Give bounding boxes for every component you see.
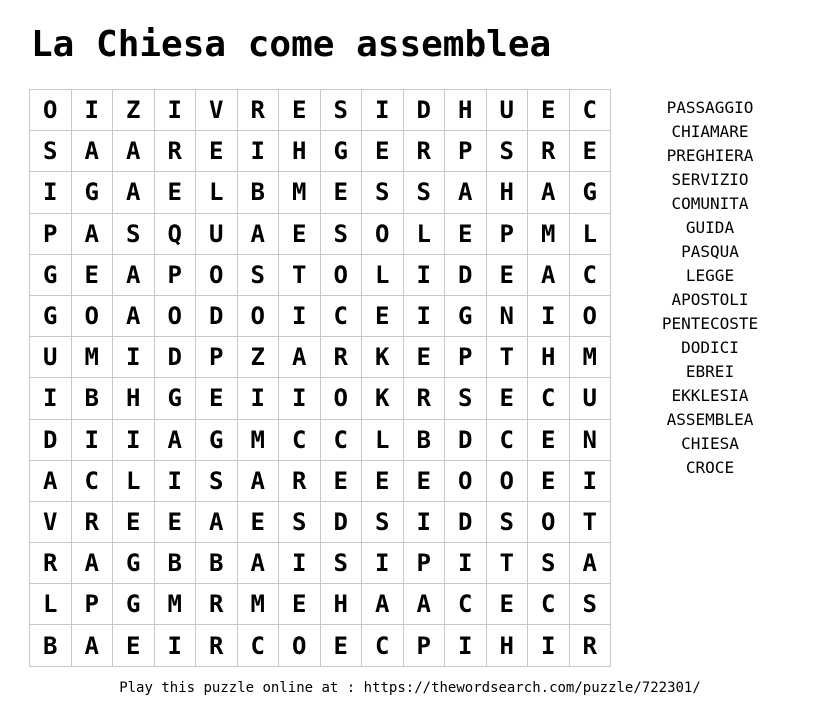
- grid-cell[interactable]: S: [279, 502, 321, 543]
- grid-cell[interactable]: L: [30, 584, 72, 625]
- grid-cell[interactable]: O: [321, 378, 363, 419]
- word-list-item: APOSTOLI: [671, 290, 749, 309]
- grid-cell[interactable]: O: [445, 461, 487, 502]
- grid-cell[interactable]: U: [487, 90, 529, 131]
- grid-cell[interactable]: E: [487, 255, 529, 296]
- grid-cell[interactable]: I: [113, 420, 155, 461]
- grid-cell[interactable]: H: [445, 90, 487, 131]
- grid-cell[interactable]: S: [570, 584, 612, 625]
- grid-cell[interactable]: O: [279, 625, 321, 666]
- grid-cell[interactable]: A: [155, 420, 197, 461]
- grid-cell[interactable]: I: [155, 625, 197, 666]
- grid-cell[interactable]: E: [445, 214, 487, 255]
- grid-cell[interactable]: D: [155, 337, 197, 378]
- grid-cell[interactable]: A: [404, 584, 446, 625]
- grid-cell[interactable]: A: [445, 172, 487, 213]
- grid-cell[interactable]: S: [404, 172, 446, 213]
- grid-cell[interactable]: E: [279, 90, 321, 131]
- grid-cell[interactable]: I: [155, 461, 197, 502]
- grid-cell[interactable]: E: [72, 255, 114, 296]
- grid-cell[interactable]: D: [404, 90, 446, 131]
- puzzle-title: La Chiesa come assemblea: [31, 24, 552, 65]
- grid-cell[interactable]: V: [196, 90, 238, 131]
- grid-cell[interactable]: G: [155, 378, 197, 419]
- grid-cell[interactable]: I: [528, 625, 570, 666]
- grid-cell[interactable]: A: [72, 543, 114, 584]
- grid-cell[interactable]: R: [404, 131, 446, 172]
- word-list-item: EKKLESIA: [671, 386, 749, 405]
- grid-cell[interactable]: P: [487, 214, 529, 255]
- grid-cell[interactable]: S: [113, 214, 155, 255]
- grid-cell[interactable]: S: [196, 461, 238, 502]
- grid-cell[interactable]: B: [30, 625, 72, 666]
- footer: [0, 678, 820, 698]
- grid-cell[interactable]: K: [362, 378, 404, 419]
- word-list-item: PENTECOSTE: [661, 314, 759, 333]
- grid-cell[interactable]: S: [321, 214, 363, 255]
- grid-cell[interactable]: A: [528, 255, 570, 296]
- grid-cell[interactable]: O: [155, 296, 197, 337]
- grid-cell[interactable]: O: [30, 90, 72, 131]
- grid-cell[interactable]: O: [487, 461, 529, 502]
- grid-cell[interactable]: S: [487, 131, 529, 172]
- grid-cell[interactable]: Z: [238, 337, 280, 378]
- grid-cell[interactable]: A: [238, 461, 280, 502]
- word-list: [640, 96, 780, 480]
- grid-cell[interactable]: E: [362, 296, 404, 337]
- grid-cell[interactable]: M: [528, 214, 570, 255]
- grid-cell[interactable]: B: [155, 543, 197, 584]
- grid-cell[interactable]: U: [30, 337, 72, 378]
- grid-cell[interactable]: E: [238, 502, 280, 543]
- word-list-item: ASSEMBLEA: [666, 410, 754, 429]
- grid-cell[interactable]: L: [570, 214, 612, 255]
- grid-cell[interactable]: H: [487, 172, 529, 213]
- word-list-item: PREGHIERA: [666, 146, 754, 165]
- grid-cell[interactable]: I: [570, 461, 612, 502]
- grid-cell[interactable]: T: [279, 255, 321, 296]
- word-list-item: SERVIZIO: [671, 170, 749, 189]
- grid-cell[interactable]: I: [30, 172, 72, 213]
- grid-cell[interactable]: C: [321, 420, 363, 461]
- grid-cell[interactable]: E: [362, 461, 404, 502]
- grid-cell[interactable]: R: [279, 461, 321, 502]
- grid-cell[interactable]: U: [570, 378, 612, 419]
- grid-cell[interactable]: G: [321, 131, 363, 172]
- grid-cell[interactable]: K: [362, 337, 404, 378]
- grid-cell[interactable]: G: [113, 543, 155, 584]
- grid-cell[interactable]: D: [30, 420, 72, 461]
- word-list-item: DODICI: [681, 338, 739, 357]
- grid-cell[interactable]: A: [72, 625, 114, 666]
- grid-cell[interactable]: P: [155, 255, 197, 296]
- grid-cell[interactable]: M: [155, 584, 197, 625]
- grid-cell[interactable]: C: [528, 378, 570, 419]
- grid-cell[interactable]: P: [196, 337, 238, 378]
- grid-cell[interactable]: C: [321, 296, 363, 337]
- grid-cell[interactable]: N: [487, 296, 529, 337]
- grid-cell[interactable]: I: [362, 543, 404, 584]
- grid-cell[interactable]: I: [113, 337, 155, 378]
- footer-prefix: Play this puzzle online at :: [119, 680, 364, 696]
- grid-cell[interactable]: E: [404, 337, 446, 378]
- grid-cell[interactable]: O: [196, 255, 238, 296]
- grid-cell[interactable]: G: [113, 584, 155, 625]
- grid-cell[interactable]: L: [196, 172, 238, 213]
- grid-cell[interactable]: I: [362, 90, 404, 131]
- grid-cell[interactable]: I: [445, 625, 487, 666]
- grid-cell[interactable]: G: [30, 255, 72, 296]
- grid-cell[interactable]: R: [321, 337, 363, 378]
- grid-cell[interactable]: E: [528, 461, 570, 502]
- grid-cell[interactable]: I: [72, 420, 114, 461]
- grid-cell[interactable]: O: [238, 296, 280, 337]
- grid-cell[interactable]: T: [487, 337, 529, 378]
- grid-cell[interactable]: Q: [155, 214, 197, 255]
- grid-cell[interactable]: R: [238, 90, 280, 131]
- grid-cell[interactable]: S: [362, 502, 404, 543]
- grid-cell[interactable]: S: [321, 90, 363, 131]
- grid-cell[interactable]: I: [279, 296, 321, 337]
- word-list-item: PASSAGGIO: [666, 98, 754, 117]
- puzzle-link[interactable]: https://thewordsearch.com/puzzle/722301/: [363, 680, 701, 696]
- grid-cell[interactable]: E: [528, 420, 570, 461]
- grid-cell[interactable]: L: [113, 461, 155, 502]
- grid-cell[interactable]: E: [362, 131, 404, 172]
- grid-cell[interactable]: P: [404, 543, 446, 584]
- grid-cell[interactable]: C: [279, 420, 321, 461]
- grid-cell[interactable]: E: [321, 172, 363, 213]
- grid-cell[interactable]: E: [113, 625, 155, 666]
- grid-cell[interactable]: B: [72, 378, 114, 419]
- grid-cell[interactable]: B: [404, 420, 446, 461]
- grid-cell[interactable]: E: [155, 172, 197, 213]
- grid-cell[interactable]: D: [445, 255, 487, 296]
- grid-cell[interactable]: M: [238, 584, 280, 625]
- grid-cell[interactable]: H: [279, 131, 321, 172]
- grid-cell[interactable]: E: [196, 131, 238, 172]
- grid-cell[interactable]: S: [30, 131, 72, 172]
- grid-cell[interactable]: P: [72, 584, 114, 625]
- grid-cell[interactable]: M: [279, 172, 321, 213]
- grid-cell[interactable]: A: [362, 584, 404, 625]
- grid-cell[interactable]: E: [528, 90, 570, 131]
- grid-cell[interactable]: R: [528, 131, 570, 172]
- grid-cell[interactable]: E: [487, 584, 529, 625]
- grid-cell[interactable]: I: [155, 90, 197, 131]
- grid-cell[interactable]: I: [238, 378, 280, 419]
- word-list-item: CHIESA: [681, 434, 739, 453]
- grid-cell[interactable]: A: [30, 461, 72, 502]
- grid-cell[interactable]: S: [321, 543, 363, 584]
- grid-cell[interactable]: E: [279, 584, 321, 625]
- grid-cell[interactable]: A: [113, 255, 155, 296]
- grid-cell[interactable]: C: [238, 625, 280, 666]
- grid-cell[interactable]: I: [279, 378, 321, 419]
- grid-cell[interactable]: R: [196, 584, 238, 625]
- grid-cell[interactable]: L: [362, 420, 404, 461]
- grid-cell[interactable]: G: [30, 296, 72, 337]
- grid-cell[interactable]: P: [445, 131, 487, 172]
- grid-cell[interactable]: E: [570, 131, 612, 172]
- grid-cell[interactable]: O: [570, 296, 612, 337]
- grid-cell[interactable]: A: [113, 296, 155, 337]
- grid-cell[interactable]: S: [238, 255, 280, 296]
- grid-cell[interactable]: A: [196, 502, 238, 543]
- grid-cell[interactable]: V: [30, 502, 72, 543]
- grid-cell[interactable]: D: [445, 420, 487, 461]
- grid-cell[interactable]: A: [72, 214, 114, 255]
- grid-cell[interactable]: R: [72, 502, 114, 543]
- grid-cell[interactable]: N: [570, 420, 612, 461]
- grid-cell[interactable]: E: [404, 461, 446, 502]
- grid-cell[interactable]: I: [528, 296, 570, 337]
- grid-cell[interactable]: M: [238, 420, 280, 461]
- grid-cell[interactable]: G: [72, 172, 114, 213]
- grid-cell[interactable]: M: [570, 337, 612, 378]
- grid-cell[interactable]: H: [487, 625, 529, 666]
- grid-cell[interactable]: E: [113, 502, 155, 543]
- grid-cell[interactable]: H: [321, 584, 363, 625]
- grid-cell[interactable]: S: [445, 378, 487, 419]
- word-list-item: CROCE: [685, 458, 735, 477]
- grid-cell[interactable]: A: [279, 337, 321, 378]
- word-list-item: EBREI: [685, 362, 735, 381]
- grid-cell[interactable]: P: [30, 214, 72, 255]
- grid-cell[interactable]: C: [72, 461, 114, 502]
- grid-cell[interactable]: I: [279, 543, 321, 584]
- grid-cell[interactable]: T: [570, 502, 612, 543]
- grid-cell[interactable]: R: [404, 378, 446, 419]
- grid-cell[interactable]: A: [72, 131, 114, 172]
- grid-cell[interactable]: S: [487, 502, 529, 543]
- word-list-item: PASQUA: [681, 242, 739, 261]
- grid-cell[interactable]: O: [321, 255, 363, 296]
- grid-cell[interactable]: A: [113, 131, 155, 172]
- grid-cell[interactable]: G: [445, 296, 487, 337]
- grid-cell[interactable]: R: [30, 543, 72, 584]
- grid-cell[interactable]: E: [279, 214, 321, 255]
- grid-cell[interactable]: D: [445, 502, 487, 543]
- grid-cell[interactable]: H: [113, 378, 155, 419]
- grid-cell[interactable]: P: [445, 337, 487, 378]
- grid-cell[interactable]: C: [570, 255, 612, 296]
- grid-cell[interactable]: O: [528, 502, 570, 543]
- grid-cell[interactable]: G: [196, 420, 238, 461]
- grid-cell[interactable]: U: [196, 214, 238, 255]
- grid-cell[interactable]: E: [321, 625, 363, 666]
- grid-cell[interactable]: E: [196, 378, 238, 419]
- grid-cell[interactable]: A: [113, 172, 155, 213]
- word-list-item: CHIAMARE: [671, 122, 749, 141]
- grid-cell[interactable]: I: [404, 255, 446, 296]
- grid-cell[interactable]: C: [362, 625, 404, 666]
- grid-cell[interactable]: A: [238, 543, 280, 584]
- grid-cell[interactable]: C: [528, 584, 570, 625]
- grid-cell[interactable]: C: [445, 584, 487, 625]
- grid-cell[interactable]: A: [570, 543, 612, 584]
- grid-cell[interactable]: D: [196, 296, 238, 337]
- grid-cell[interactable]: I: [30, 378, 72, 419]
- grid-cell[interactable]: L: [362, 255, 404, 296]
- grid-cell[interactable]: R: [155, 131, 197, 172]
- grid-cell[interactable]: S: [528, 543, 570, 584]
- grid-cell[interactable]: I: [404, 296, 446, 337]
- grid-cell[interactable]: Z: [113, 90, 155, 131]
- grid-cell[interactable]: C: [487, 420, 529, 461]
- word-list-item: LEGGE: [685, 266, 735, 285]
- grid-cell[interactable]: P: [404, 625, 446, 666]
- grid-cell[interactable]: S: [362, 172, 404, 213]
- grid-cell[interactable]: D: [321, 502, 363, 543]
- grid-cell[interactable]: A: [528, 172, 570, 213]
- grid-cell[interactable]: B: [196, 543, 238, 584]
- grid-cell[interactable]: R: [196, 625, 238, 666]
- grid-cell[interactable]: G: [570, 172, 612, 213]
- grid-cell[interactable]: O: [362, 214, 404, 255]
- grid-cell[interactable]: I: [72, 90, 114, 131]
- grid-cell[interactable]: R: [570, 625, 612, 666]
- grid-cell[interactable]: H: [528, 337, 570, 378]
- word-list-item: GUIDA: [685, 218, 735, 237]
- grid-cell[interactable]: C: [570, 90, 612, 131]
- grid-cell[interactable]: M: [72, 337, 114, 378]
- grid-cell[interactable]: B: [238, 172, 280, 213]
- grid-cell[interactable]: T: [487, 543, 529, 584]
- grid-cell[interactable]: O: [72, 296, 114, 337]
- grid-cell[interactable]: I: [238, 131, 280, 172]
- letter-grid[interactable]: [29, 89, 611, 667]
- grid-cell[interactable]: E: [487, 378, 529, 419]
- word-list-item: COMUNITA: [671, 194, 749, 213]
- grid-cell[interactable]: E: [321, 461, 363, 502]
- grid-cell[interactable]: I: [404, 502, 446, 543]
- grid-cell[interactable]: I: [445, 543, 487, 584]
- grid-cell[interactable]: L: [404, 214, 446, 255]
- grid-cell[interactable]: A: [238, 214, 280, 255]
- grid-cell[interactable]: E: [155, 502, 197, 543]
